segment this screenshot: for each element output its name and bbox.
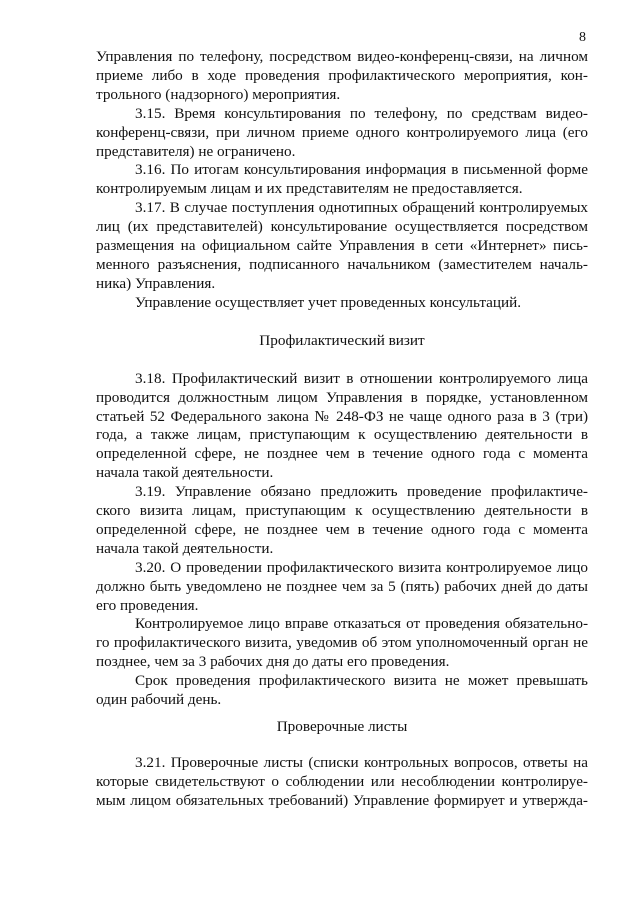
paragraph-continuation: [96, 48, 588, 105]
text-line: начала такой деятельности.: [96, 464, 274, 482]
text-line: размещения на официальном сайте Управления в сети «Интернет» пись-: [96, 237, 588, 255]
text-line: 3.16. По итогам консультирования информация в письменной форме: [135, 161, 588, 179]
text-line: контролируемым лицам и их представителям не предоставляется.: [96, 180, 523, 198]
section-heading-checklists: Проверочные листы: [276, 718, 408, 735]
text-line: проводится должностным лицом Управления в порядке, установленном: [96, 388, 588, 406]
paragraph-3-19: [96, 483, 588, 559]
text-line: представителя) не ограничено.: [96, 142, 296, 160]
text-line: должно быть уведомлено не позднее чем за 5 (пять) рабочих дней до даты: [96, 577, 588, 595]
text-line: ника) Управления.: [96, 274, 216, 292]
text-line: 3.15. Время консультирования по телефону, по средствам видео-: [135, 104, 588, 122]
text-line: ского визита лицам, приступающим к осуществлению деятельности в: [96, 502, 588, 520]
paragraph-3-20: [96, 559, 588, 616]
text-line: Управления по телефону, посредством видео-конференц-связи, на личном: [96, 48, 588, 65]
paragraph-3-16: [96, 161, 588, 199]
paragraph-3-18: [96, 370, 588, 483]
text-line: 3.20. О проведении профилактического визита контролируемое лицо: [135, 558, 588, 576]
paragraph-refusal: [96, 615, 588, 672]
text-line: Контролируемое лицо вправе отказаться от проведения обязательно-: [135, 615, 588, 633]
text-line: статьей 52 Федерального закона № 248-ФЗ не чаще одного раза в 3 (три): [96, 407, 588, 425]
text-line: лиц (их представителей) консультирование осуществляется посредством: [96, 218, 588, 236]
paragraph-consultations: [96, 294, 588, 313]
document-body: [96, 48, 588, 811]
text-line: менного разъяснения, подписанного начальником (заместителем началь-: [96, 255, 588, 273]
text-line: 3.21. Проверочные листы (списки контрольных вопросов, ответы на: [135, 754, 588, 771]
text-line: которые свидетельствуют о соблюдении или несоблюдении контролируе-: [96, 772, 588, 790]
paragraph-3-15: [96, 105, 588, 162]
text-line: го профилактического визита, уведомив об этом уполномоченный орган не: [96, 634, 588, 652]
text-line: начала такой деятельности.: [96, 539, 274, 557]
text-line: позднее, чем за 3 рабочих дня до даты его проведения.: [96, 653, 450, 671]
text-line: Срок проведения профилактического визита не может превышать: [135, 672, 588, 690]
page-number: 8: [579, 30, 586, 45]
paragraph-3-17: [96, 199, 588, 294]
text-line: трольного (надзорного) мероприятия.: [96, 85, 341, 103]
text-line: 3.18. Профилактический визит в отношении контролируемого лица: [135, 369, 588, 387]
text-line: года, а также лицам, приступающим к осуществлению деятельности в: [96, 426, 588, 444]
text-line: определенной сфере, не позднее чем в течение одного года с момента: [96, 445, 588, 463]
text-line: 3.19. Управление обязано предложить проведение профилактиче-: [135, 483, 588, 501]
paragraph-visit-duration: [96, 672, 588, 710]
section-heading-preventive-visit: Профилактический визит: [259, 331, 425, 349]
text-line: один рабочий день.: [96, 691, 222, 709]
text-line: конференц-связи, при личном приеме одного контролируемого лица (его: [96, 123, 588, 141]
paragraph-3-21: [96, 754, 588, 811]
text-line: мым лицом обязательных требований) Управление формирует и утвержда-: [96, 791, 588, 809]
text-line: приеме либо в ходе проведения профилактического мероприятия, кон-: [96, 66, 588, 84]
text-line: определенной сфере, не позднее чем в течение одного года с момента: [96, 520, 588, 538]
text-line: Управление осуществляет учет проведенных консультаций.: [135, 293, 522, 311]
text-line: его проведения.: [96, 596, 199, 614]
text-line: 3.17. В случае поступления однотипных обращений контролируемых: [135, 199, 588, 217]
